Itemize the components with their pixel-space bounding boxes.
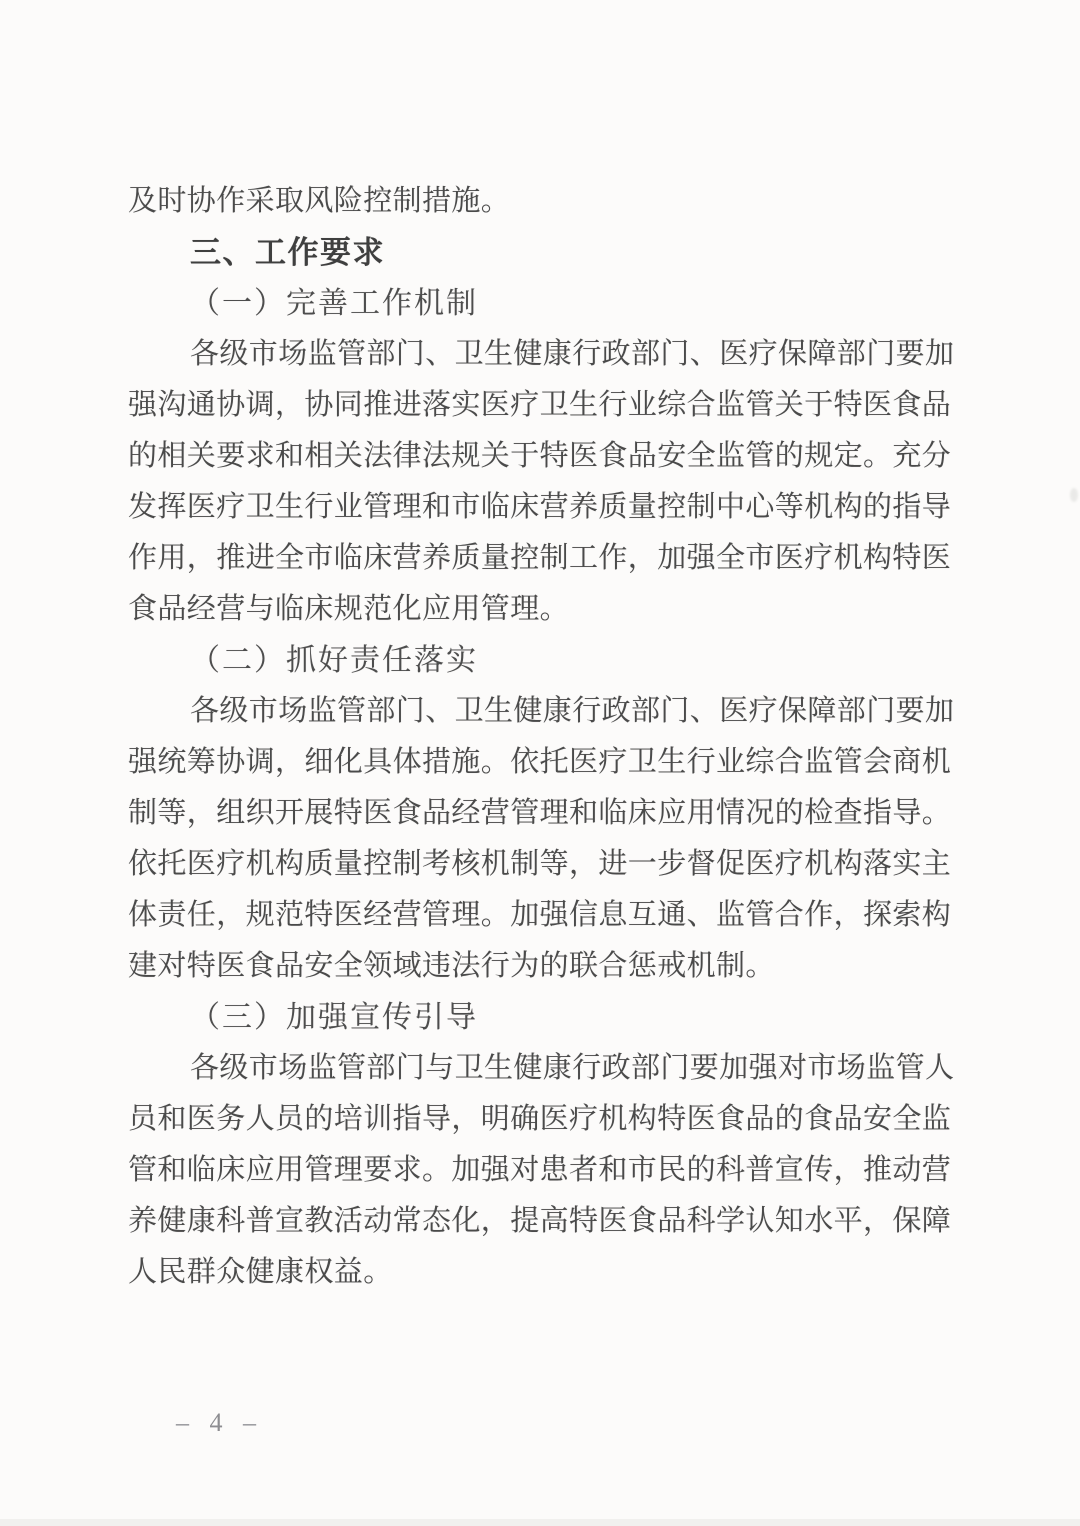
body-line: 建对特医食品安全领域违法行为的联合惩戒机制。 (128, 950, 775, 982)
body-line: 各级市场监管部门、卫生健康行政部门、医疗保障部门要加 (190, 338, 955, 370)
body-line: 强沟通协调，协同推进落实医疗卫生行业综合监管关于特医食品 (128, 389, 952, 421)
body-line: 的相关要求和相关法律法规关于特医食品安全监管的规定。充分 (128, 440, 952, 472)
document-body (128, 176, 955, 1298)
body-line: 养健康科普宣教活动常态化，提高特医食品科学认知水平，保障 (128, 1205, 952, 1237)
subsection-heading-3: （三）加强宣传引导 (190, 1001, 478, 1034)
body-line: 发挥医疗卫生行业管理和市临床营养质量控制中心等机构的指导 (128, 491, 952, 523)
body-line: 作用，推进全市临床营养质量控制工作，加强全市医疗机构特医 (128, 542, 952, 574)
body-line: 依托医疗机构质量控制考核机制等，进一步督促医疗机构落实主 (128, 848, 952, 880)
scan-edge-shadow (0, 1519, 1080, 1526)
page-number: – 4 – (176, 1408, 263, 1437)
body-line: 各级市场监管部门与卫生健康行政部门要加强对市场监管人 (190, 1052, 955, 1084)
body-line: 管和临床应用管理要求。加强对患者和市民的科普宣传，推动营 (128, 1154, 952, 1186)
body-line: 食品经营与临床规范化应用管理。 (128, 593, 570, 625)
body-line: 制等，组织开展特医食品经营管理和临床应用情况的检查指导。 (128, 797, 952, 829)
body-line: 强统筹协调，细化具体措施。依托医疗卫生行业综合监管会商机 (128, 746, 952, 778)
body-line: 员和医务人员的培训指导，明确医疗机构特医食品的食品安全监 (128, 1103, 952, 1135)
body-line: 各级市场监管部门、卫生健康行政部门、医疗保障部门要加 (190, 695, 955, 727)
body-line: 及时协作采取风险控制措施。 (128, 185, 511, 217)
section-heading-3: 三、工作要求 (190, 235, 385, 270)
body-line: 体责任，规范特医经营管理。加强信息互通、监管合作，探索构 (128, 899, 952, 931)
subsection-heading-1: （一）完善工作机制 (190, 287, 478, 320)
body-line: 人民群众健康权益。 (128, 1256, 393, 1288)
subsection-heading-2: （二）抓好责任落实 (190, 644, 478, 677)
scan-artifact (1070, 488, 1078, 502)
